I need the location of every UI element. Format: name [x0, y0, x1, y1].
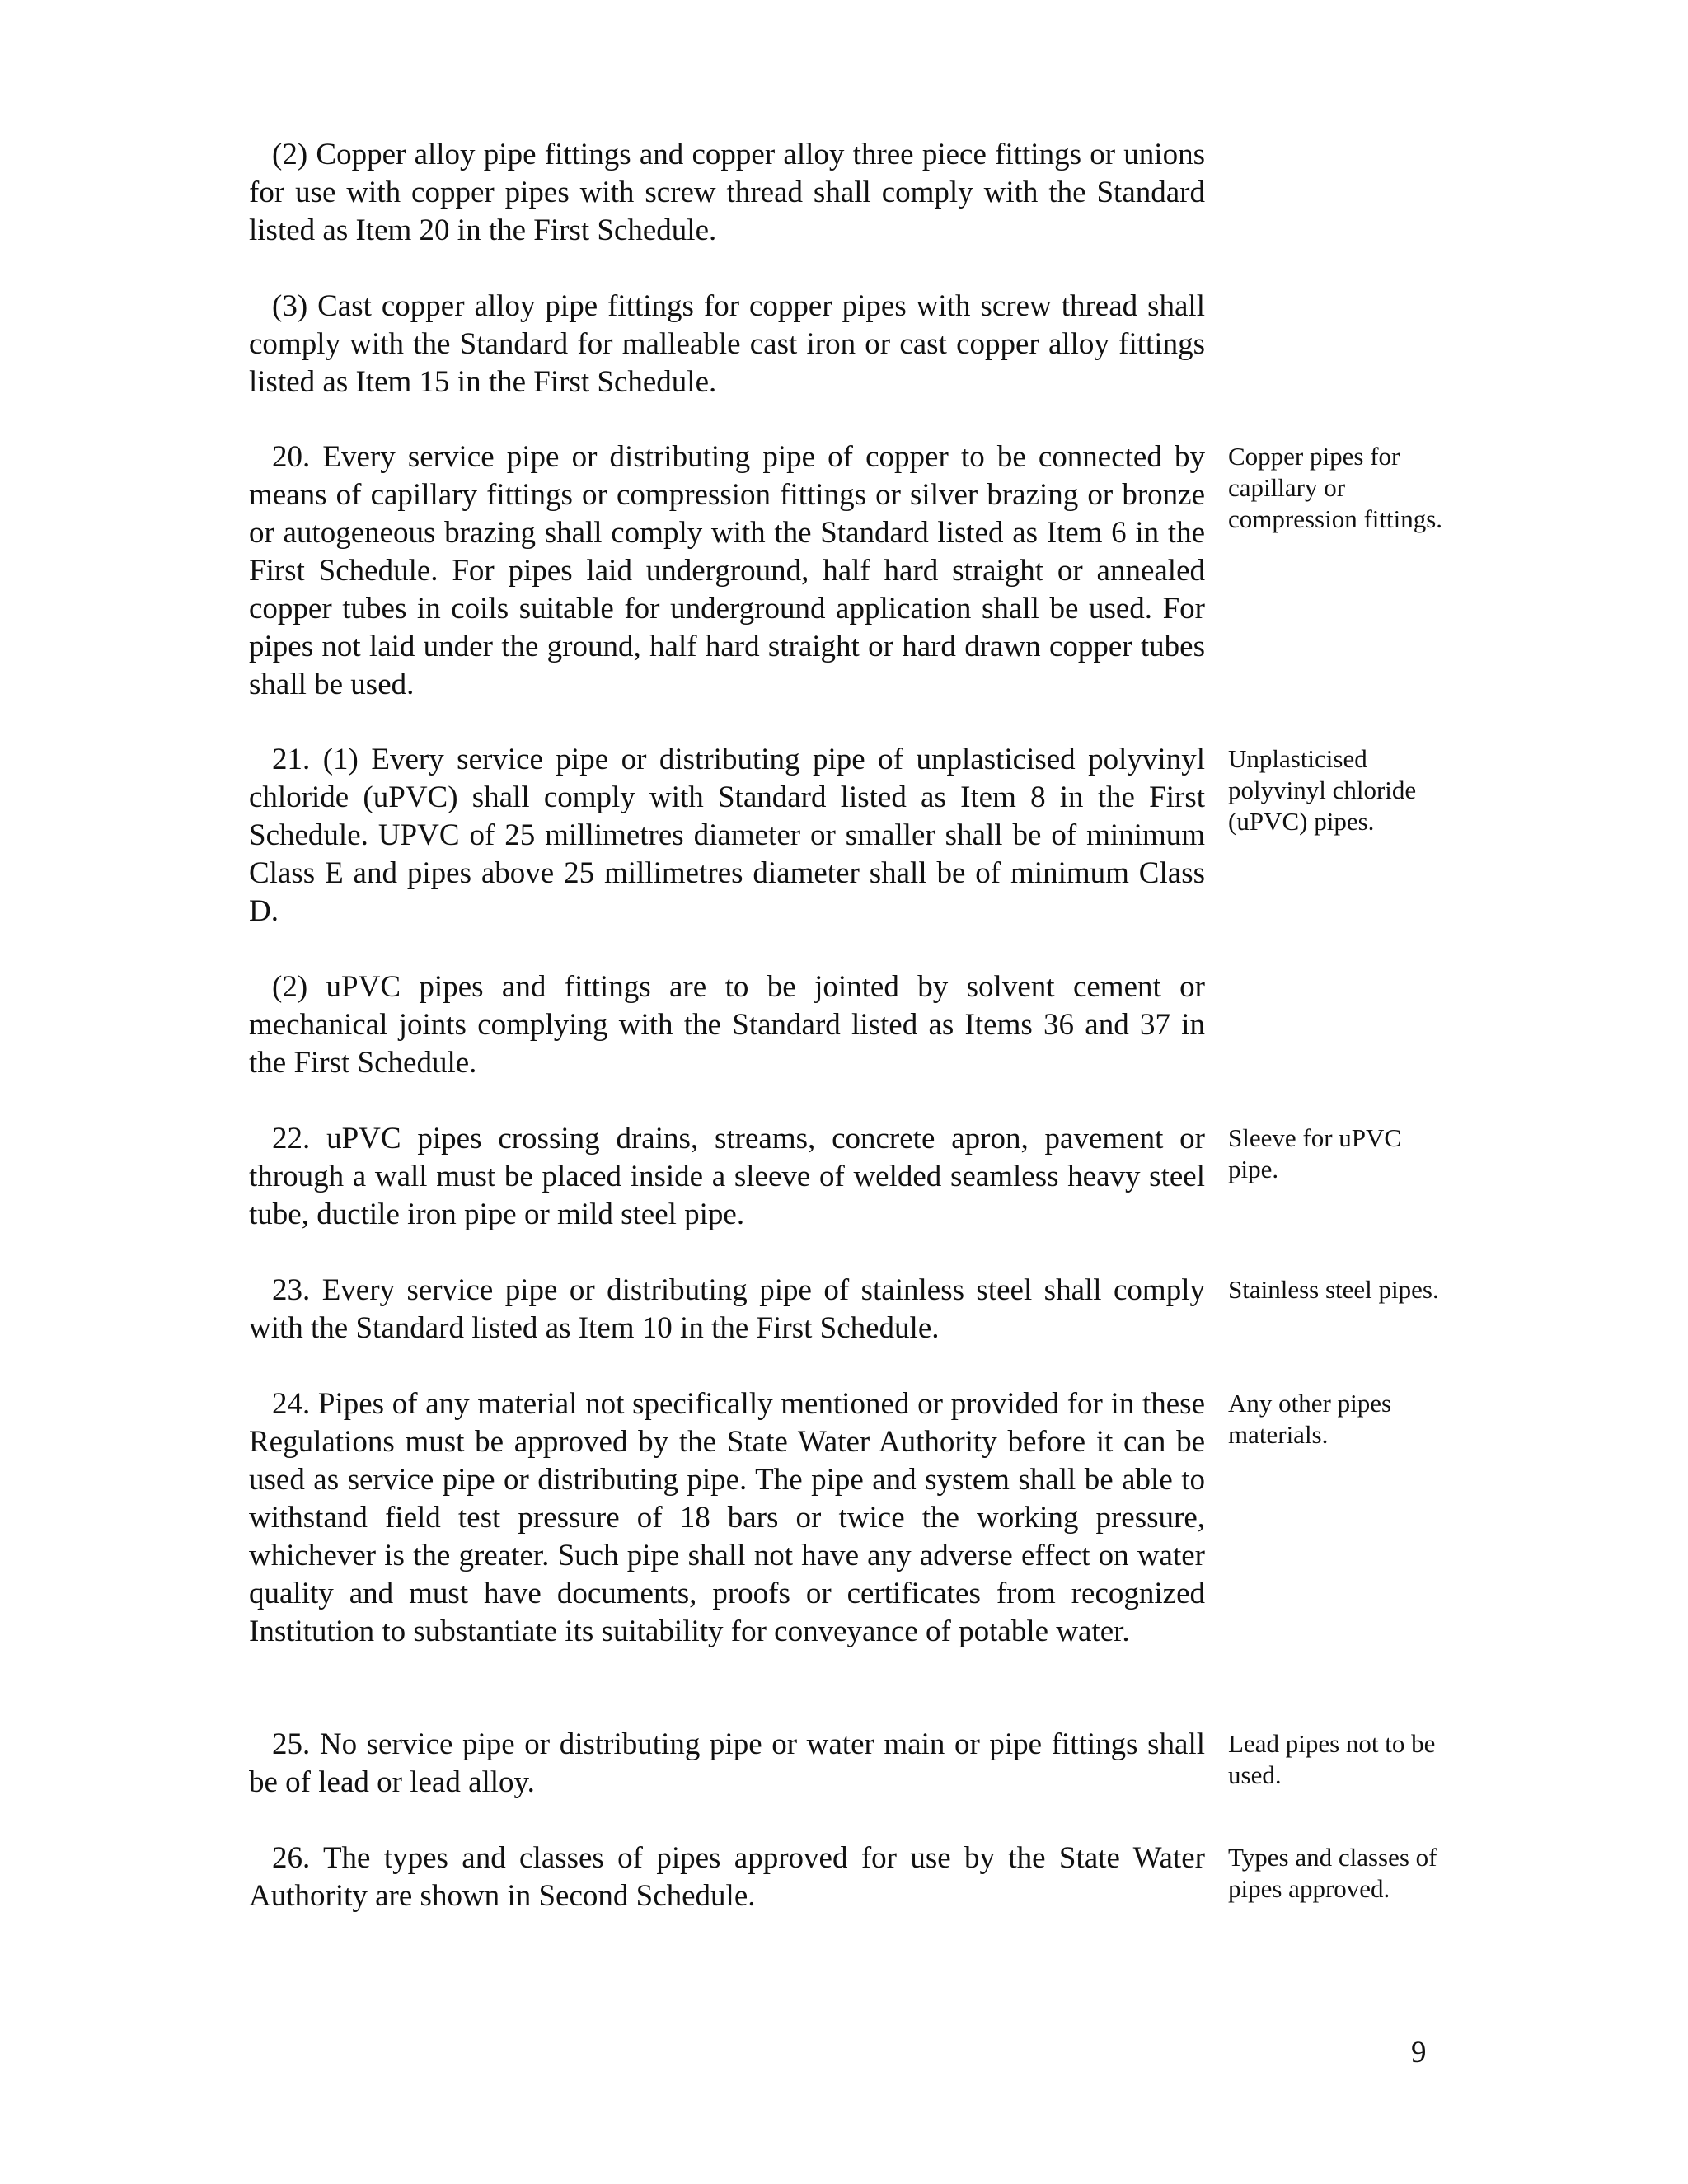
paragraph-25: 25. No service pipe or distributing pipe or water main or pipe fittings shall be of lead or lead alloy.	[249, 1727, 1205, 1799]
paragraph-21-2: (2) uPVC pipes and fittings are to be jointed by solvent cement or mechanical joints complying with the Standard listed as Items 36 and 37 in the First Schedule.	[249, 970, 1205, 1080]
paragraph-22: 22. uPVC pipes crossing drains, streams, concrete apron, pavement or through a wall must be placed inside a sleeve of welded seamless heavy steel tube, ductile iron pipe or mild steel pipe.	[249, 1122, 1205, 1231]
paragraph-23: 23. Every service pipe or distributing pipe of stainless steel shall comply with the Standard listed as Item 10 in the First Schedule.	[249, 1273, 1205, 1345]
margin-note-20: Copper pipes for capillary or compression fittings.	[1228, 442, 1443, 533]
paragraph-19-3: (3) Cast copper alloy pipe fittings for copper pipes with screw thread shall comply with the Standard for malleable cast iron or cast copper alloy fittings listed as Item 15 in the First Schedule.	[249, 289, 1205, 399]
margin-note-23: Stainless steel pipes.	[1228, 1275, 1439, 1304]
margin-note-26: Types and classes of pipes approved.	[1228, 1843, 1437, 1903]
paragraph-24: 24. Pipes of any material not specifically mentioned or provided for in these Regulations must be approved by the State Water Authority before it can be used as service pipe or distributing pipe. The pipe and system shall be able to withstand field test pressure of 18 bars or twice the working pressure, whichever is the greater. Such pipe shall not have any adverse effect on water quality and must have documents, proofs or certificates from recognized Institution to substantiate its suitability for conveyance of potable water.	[249, 1387, 1205, 1648]
margin-note-24: Any other pipes materials.	[1228, 1389, 1392, 1449]
paragraph-20: 20. Every service pipe or distributing pipe of copper to be connected by means of capillary fittings or compression fittings or silver brazing or bronze or autogeneous brazing shall comply with the Standard listed as Item 6 in the First Schedule. For pipes laid underground, half hard straight or annealed copper tubes in coils suitable for underground application shall be used. For pipes not laid under the ground, half hard straight or hard drawn copper tubes shall be used.	[249, 440, 1205, 701]
paragraph-19-2: (2) Copper alloy pipe fittings and copper alloy three piece fittings or unions for use with copper pipes with screw thread shall comply with the Standard listed as Item 20 in the First Schedule.	[249, 138, 1205, 247]
margin-note-22: Sleeve for uPVC pipe.	[1228, 1123, 1402, 1183]
margin-note-25: Lead pipes not to be used.	[1228, 1729, 1436, 1789]
page-number: 9	[1411, 2036, 1427, 2069]
margin-note-21: Unplasticised polyvinyl chloride (uPVC) pipes.	[1228, 744, 1417, 836]
paragraph-21-1: 21. (1) Every service pipe or distributing pipe of unplasticised polyvinyl chloride (uPVC) shall comply with Standard listed as Item 8 in the First Schedule. UPVC of 25 millimetres diameter or smaller shall be of minimum Class E and pipes above 25 millimetres diameter shall be of minimum Class D.	[249, 743, 1205, 928]
paragraph-26: 26. The types and classes of pipes approved for use by the State Water Authority are shown in Second Schedule.	[249, 1841, 1205, 1913]
